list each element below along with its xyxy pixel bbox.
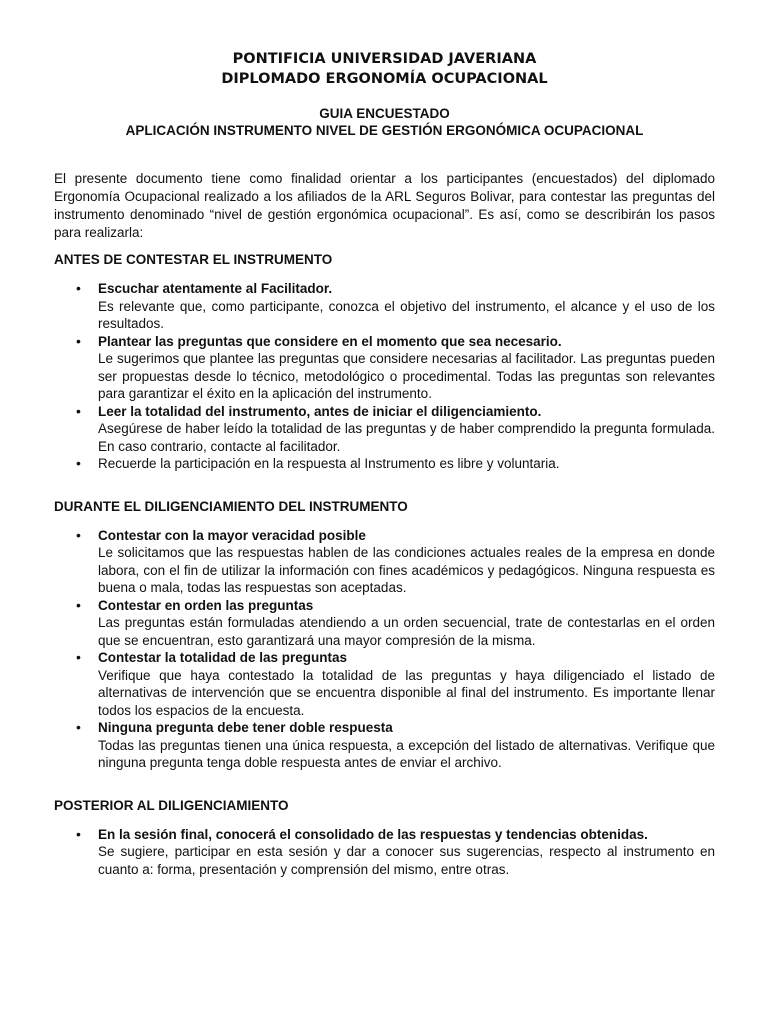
- list-item: [98, 403, 715, 456]
- section-heading-durante: DURANTE EL DILIGENCIAMIENTO DEL INSTRUMENTO: [54, 498, 408, 514]
- list-item: [98, 719, 715, 772]
- item-title: • Leer la totalidad del instrumento, antes de iniciar el diligenciamiento.: [98, 403, 542, 419]
- item-body: Verifique que haya contestado la totalidad de las preguntas y haya diligenciado el listado de alternativas de intervención que se encuentra disponible al final del instrumento. Es importante llenar todos los espacios de la encuesta.: [98, 667, 715, 718]
- document-page: [54, 0, 715, 878]
- section-heading-posterior: POSTERIOR AL DILIGENCIAMIENTO: [54, 797, 289, 813]
- item-title: • En la sesión final, conocerá el consolidado de las respuestas y tendencias obtenidas.: [98, 826, 648, 842]
- list-item: [98, 649, 715, 719]
- list-item: [98, 527, 715, 597]
- item-body: Le solicitamos que las respuestas hablen de las condiciones actuales reales de la empresa en donde labora, con el fin de utilizar la información con fines académicos y pedagógicos. Ninguna respuesta es buena o mala, todas las respuestas son aceptadas.: [98, 545, 715, 595]
- section-list-posterior: [54, 826, 715, 879]
- list-item: [98, 597, 715, 650]
- item-body: Asegúrese de haber leído la totalidad de las preguntas y de haber comprendido la pregunta formulada. En caso contrario, contacte al facilitador.: [98, 421, 715, 454]
- item-title: • Escuchar atentamente al Facilitador.: [98, 281, 333, 296]
- section-list-durante: [54, 527, 715, 772]
- item-title: • Contestar en orden las preguntas: [98, 597, 314, 613]
- item-body: Le sugerimos que plantee las preguntas que considere necesarias al facilitador. Las preguntas pueden ser propuestas desde lo técnico, metodológico o procedimental. Todas las preguntas son relevantes para garantizar el éxito en la aplicación del instrumento.: [98, 351, 715, 401]
- item-body: Se sugiere, participar en esta sesión y dar a conocer sus sugerencias, respecto al instrumento en cuanto a: forma, presentación y comprensión del mismo, entre otras.: [98, 844, 715, 877]
- item-body: Todas las preguntas tienen una única respuesta, a excepción del listado de alternativas. Verifique que ninguna pregunta tenga doble respuesta antes de enviar el archivo.: [98, 737, 715, 770]
- section-list-antes: [54, 280, 715, 473]
- item-title: • Plantear las preguntas que considere en el momento que sea necesario.: [98, 333, 562, 349]
- section-heading-antes: ANTES DE CONTESTAR EL INSTRUMENTO: [54, 252, 333, 267]
- item-body: Es relevante que, como participante, conozca el objetivo del instrumento, el alcance y el uso de los resultados.: [98, 298, 715, 331]
- item-title: • Ninguna pregunta debe tener doble respuesta: [98, 720, 393, 735]
- guide-title: GUIA ENCUESTADO: [319, 106, 450, 121]
- intro-paragraph: El presente documento tiene como finalidad orientar a los participantes (encuestados) del diplomado Ergonomía Ocupacional realizado a los afiliados de la ARL Seguros Bolivar, para contestar las preguntas del instrumento denominado “nivel de gestión ergonómica ocupacional”. Es así, como se describirán los pasos para realizarla:: [54, 171, 715, 240]
- item-title: • Contestar con la mayor veracidad posible: [98, 527, 366, 543]
- list-item: [98, 333, 715, 403]
- program-title: DIPLOMADO ERGONOMÍA OCUPACIONAL: [221, 71, 548, 87]
- university-title: PONTIFICIA UNIVERSIDAD JAVERIANA: [232, 51, 537, 67]
- list-item: [98, 455, 715, 473]
- list-item: [98, 826, 715, 879]
- application-title: APLICACIÓN INSTRUMENTO NIVEL DE GESTIÓN ERGONÓMICA OCUPACIONAL: [125, 123, 644, 138]
- item-body: • Recuerde la participación en la respuesta al Instrumento es libre y voluntaria.: [98, 456, 560, 471]
- list-item: [98, 280, 715, 333]
- item-body: Las preguntas están formuladas atendiendo a un orden secuencial, trate de contestarlas en el orden que se encuentran, esto garantizará una mayor compresión de la misma.: [98, 615, 715, 648]
- item-title: • Contestar la totalidad de las preguntas: [98, 650, 348, 665]
